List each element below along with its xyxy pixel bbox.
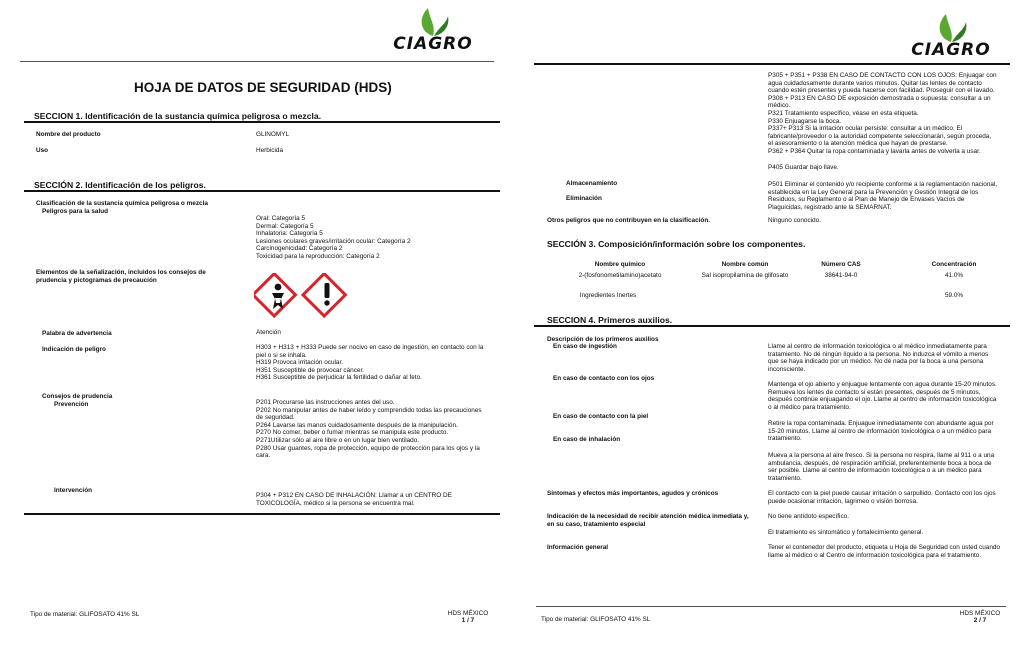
p501-statement: P501 Eliminar el contenido y/o recipiente conforme a la reglamentación nacional, establecida en la Ley General para la Prevención y Gestión Integral de los Residuos, su Reglamento o al Plan de Manejo de Envases Vacíos de Plaguicidas, registrado ante la SEMARNAT.	[768, 181, 998, 211]
signal-word-value: Atención	[256, 329, 281, 336]
table-header-cas: Número CAS	[821, 261, 861, 268]
document-title: HOJA DE DATOS DE SEGURIDAD (HDS)	[134, 80, 392, 95]
product-name-value: GLINOMYL	[256, 131, 290, 138]
medical-attention-label: Indicación de la necesidad de recibir atención médica inmediata y, en su caso, tratamiento especial	[547, 513, 749, 528]
first-aid-description-label: Descripción de los primeros auxilios	[547, 336, 659, 343]
general-info-label: Información general	[547, 544, 609, 551]
eye-contact-value: Mantenga el ojo abierto y enjuague lentamente con agua durante 15-20 minutos. Remueva los lentes de contacto si están presentes, después de 5 minutos, después continúe enjuagando el ojo. Llame al centro de información toxicológica o al médico para tratamiento.	[768, 381, 997, 411]
header-divider	[20, 61, 494, 62]
table-header-common: Nombre común	[721, 261, 769, 268]
exclamation-pictogram-icon	[303, 274, 345, 316]
page2-footer-page: 2 / 7	[973, 617, 987, 624]
table-cell-chemical: 2-(fosfonometilamino)acetato	[578, 272, 662, 279]
inhalation-label: En caso de inhalación	[553, 436, 621, 443]
ghs-pictograms	[254, 273, 354, 321]
page1-bottom-rule	[24, 513, 500, 515]
ciagro-logo-page2	[896, 12, 1006, 62]
section2-rule	[24, 190, 500, 192]
symptoms-value: El contacto con la piel puede causar irritación o sarpullido. Contacto con los ojos puede ocasionar irritación, lagrimeo o visión borrosa.	[768, 490, 996, 505]
symptoms-label: Síntomas y efectos más importantes, agudos y crónicos	[547, 490, 719, 497]
section1-title: SECCION 1. Identificación de la sustancia química peligrosa o mezcla.	[34, 111, 322, 121]
table-cell-concentration: 59.0%	[944, 292, 964, 299]
page1-footer-page: 1 / 7	[461, 617, 475, 624]
hazard-statement-label: Indicación de peligro	[42, 346, 106, 353]
brand-wordmark: CIAGRO	[911, 40, 991, 60]
signal-word-label: Palabra de advertencia	[42, 330, 112, 337]
prevention-label: Prevención	[54, 401, 89, 408]
table-cell-cas: 38641-94-0	[824, 272, 858, 279]
intervention-label: Intervención	[54, 487, 92, 494]
section4-rule	[534, 325, 1010, 327]
ciagro-logo-page1	[378, 6, 488, 56]
prevention-value: P201 Procurarse las instrucciones antes del uso. P202 No manipular antes de haber leído y comprendido todas las precauciones de seguridad. P264 Lavarse las manos cuidadosamente después de la manipulación. P270 No comer, beber o fumar mientras se manipula este producto. P271Utilizar sólo al aire libre o en un lugar bien ventilado. P280 Usar guantes, ropa de protección, equipo de protección para los ojos y la cara.	[256, 399, 482, 460]
section2-title: SECCIÓN 2. Identificación de los peligros.	[34, 180, 206, 190]
table-cell-common: Sal isopropilamina de glifosato	[701, 272, 789, 279]
table-header-concentration: Concentración	[931, 261, 977, 268]
hazard-statement-value: H303 + H313 + H333 Puede ser nocivo en caso de ingestión, en contacto con la piel o si se inhala. H319 Provoca irritación ocular. H351 Susceptible de provocar cáncer. H361 Susceptible de perjudicar la fertilidad o dañar al feto.	[256, 344, 484, 382]
health-hazards-values: Oral: Categoría 5 Dermal: Categoría 5 Inhalatoria: Categoría 5 Lesiones oculares graves/irritación ocular: Categoría 2 Carcinogenicidad: Categoría 2 Toxicidad para la reproducción: Categoría 2	[256, 215, 411, 260]
page2-footer-rule	[536, 606, 1006, 607]
page2-footer-material: Tipo de material: GLIFOSATO 41% SL	[541, 616, 651, 623]
table-header-chemical: Nombre químico	[594, 261, 646, 268]
use-label: Uso	[36, 147, 49, 154]
section3-title: SECCIÓN 3. Composición/información sobre los componentes.	[547, 239, 806, 249]
other-hazards-label: Otros peligros que no contribuyen en la clasificación.	[547, 217, 710, 224]
health-hazard-pictogram-icon	[254, 274, 295, 316]
use-value: Herbicida	[256, 147, 283, 154]
table-cell-chemical: Ingredientes Inertes	[579, 292, 637, 299]
health-hazards-label: Peligros para la salud	[42, 208, 109, 215]
brand-wordmark: CIAGRO	[393, 34, 473, 54]
precaution-label: Consejos de prudencia	[42, 393, 113, 400]
medical-attention-value-1: No tiene antídoto específico.	[768, 513, 850, 520]
label-elements-label: Elementos de la señalización, incluidos los consejos de prudencia y pictogramas de precaución	[36, 269, 206, 284]
p405-statement: P405 Guardar bajo llave.	[768, 164, 839, 171]
medical-attention-value-2: El tratamiento es sintomático y fortalecimiento general.	[768, 529, 924, 536]
other-hazards-value: Ninguno conocido.	[768, 217, 821, 224]
section1-rule	[24, 121, 500, 123]
inhalation-value: Mueva a la persona al aire fresco. Si la persona no respira, llame al 911 o a una ambulancia, después, dé respiración artificial, preferentemente boca a boca de ser posible. Llame al centro de información toxicológica o a un médico para tratamiento.	[768, 452, 995, 482]
classification-label: Clasificación de la sustancia química peligrosa o mezcla	[36, 200, 208, 207]
intervention-value: P304 + P312 EN CASO DE INHALACIÓN: Llamar a un CENTRO DE TOXICOLOGÍA, médico si la persona se encuentra mal.	[256, 492, 452, 507]
page1-footer-material: Tipo de material: GLIFOSATO 41% SL	[30, 611, 140, 618]
eye-contact-label: En caso de contacto con los ojos	[553, 375, 655, 382]
general-info-value: Tener el contenedor del producto, etiqueta u Hoja de Seguridad con usted cuando llame al médico o al Centro de información toxicológica para el tratamiento.	[768, 544, 1001, 559]
intervention-continued: P305 + P351 + P338 EN CASO DE CONTACTO CON LOS OJOS: Enjuagar con agua cuidadosamente durante varios minutos. Quitar las lentes de contacto cuando estén presentes y pueda hacerse con facilidad. Proseguir con el lavado. P308 + P313 EN CASO DE exposición demostrada o supuesta: consultar a un médico. P321 Tratamiento específico, véase en esta etiqueta. P330 Enjuagarse la boca. P337+ P313 Si la irritación ocular persiste: consultar a un médico. El fabricante/proveedor o la autoridad competente seleccionarán, según proceda, el asesoramiento o la atención médica que hayan de prestarse. P362 + P364 Quitar la ropa contaminada y lavarla antes de volverla a usar.	[768, 72, 997, 155]
skin-contact-label: En caso de contacto con la piel	[553, 413, 649, 420]
page2-header-rule	[534, 63, 1010, 65]
page1-footer-doc: HDS MÉXICO	[447, 610, 489, 617]
product-name-label: Nombre del producto	[36, 131, 101, 138]
ingestion-label: En caso de ingestión	[553, 343, 617, 350]
ingestion-value: Llame al centro de información toxicológica o al médico inmediatamente para tratamiento. No dé ningún líquido a la persona. No induzca el vómito a menos que se haya indicado por un médico. No dé nada por la boca a una persona inconsciente.	[768, 343, 989, 373]
table-cell-concentration: 41.0%	[944, 272, 964, 279]
elimination-label: Eliminación	[566, 195, 602, 202]
page2-footer-doc: HDS MÉXICO	[959, 610, 1001, 617]
section4-title: SECCION 4. Primeros auxilios.	[547, 315, 673, 325]
skin-contact-value: Retire la ropa contaminada. Enjuague inmediatamente con abundante agua por 15-20 minutos. Llame al centro de información toxicológica o a un médico para tratamiento.	[768, 420, 994, 443]
storage-label: Almacenamiento	[566, 180, 618, 187]
